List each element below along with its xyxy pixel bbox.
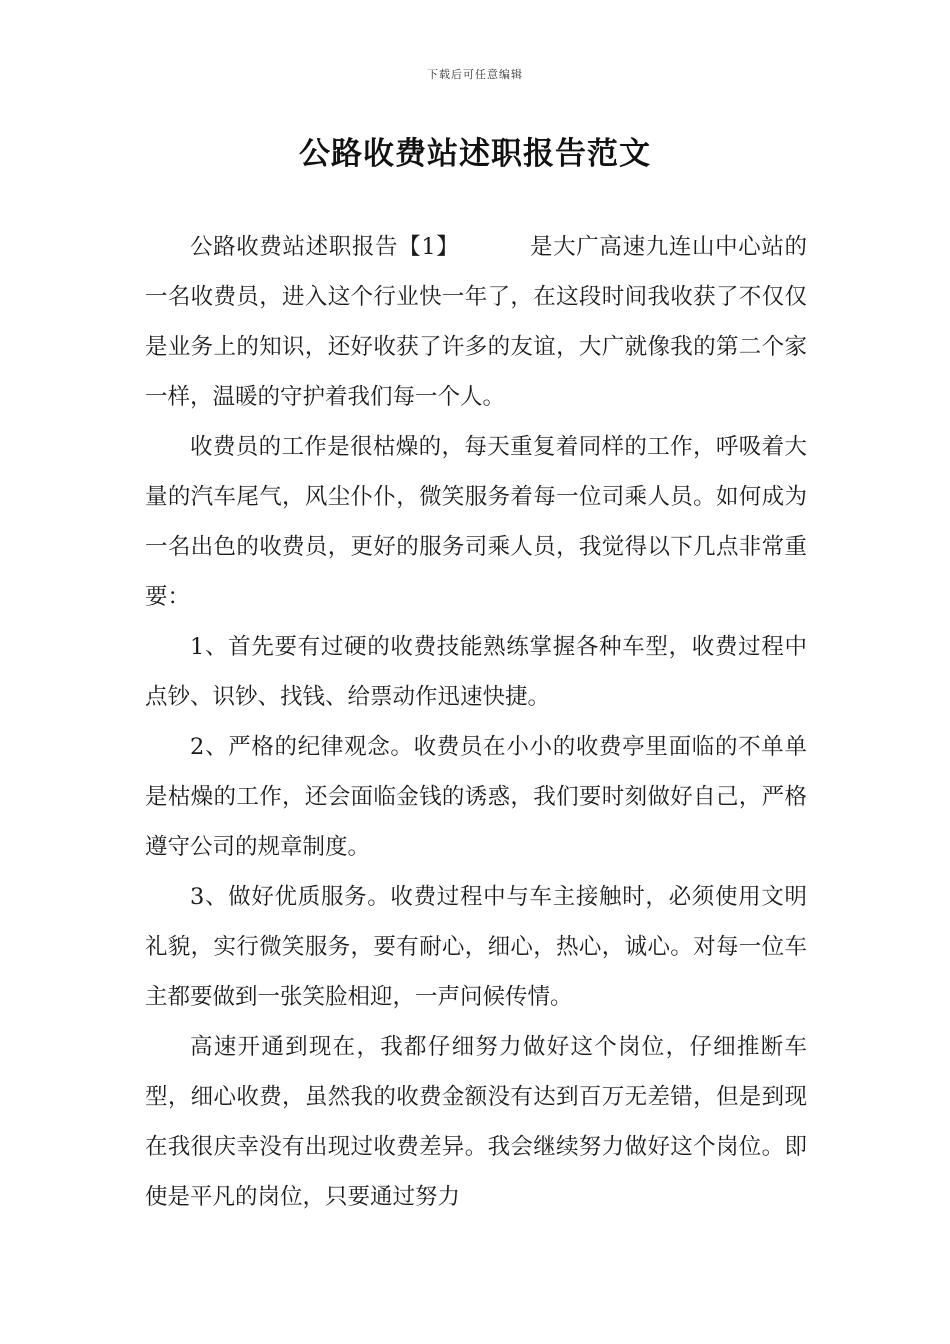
document-title: 公路收费站述职报告范文	[299, 136, 651, 172]
intro-paragraph	[145, 222, 807, 422]
body-paragraph: 3、做好优质服务。收费过程中与车主接触时，必须使用文明礼貌，实行微笑服务，要有耐心，细心，热心，诚心。对每一位车主都要做到一张笑脸相迎，一声问候传情。	[145, 884, 807, 1010]
intro-label: 公路收费站述职报告【1】	[190, 234, 460, 260]
body-paragraph: 收费员的工作是很枯燥的，每天重复着同样的工作，呼吸着大量的汽车尾气，风尘仆仆，微笑服务着每一位司乘人员。如何成为一名出色的收费员，更好的服务司乘人员，我觉得以下几点非常重要：	[145, 434, 807, 610]
body-paragraph: 高速开通到现在，我都仔细努力做好这个岗位，仔细推断车型，细心收费，虽然我的收费金额没有达到百万无差错，但是到现在我很庆幸没有出现过收费差异。我会继续努力做好这个岗位。即使是平凡的岗位，只要通过努力	[145, 1034, 807, 1210]
body-paragraph: 1、首先要有过硬的收费技能熟练掌握各种车型，收费过程中点钞、识钞、找钱、给票动作迅速快捷。	[145, 634, 807, 710]
body-paragraph: 2、严格的纪律观念。收费员在小小的收费亭里面临的不单单是枯燥的工作，还会面临金钱的诱惑，我们要时刻做好自己，严格遵守公司的规章制度。	[145, 734, 807, 860]
document-body	[145, 222, 807, 1222]
header-note: 下载后可任意编辑	[427, 68, 523, 81]
intro-text: 是大广高速九连山中心站的一名收费员，进入这个行业快一年了，在这段时间我收获了不仅仅是业务上的知识，还好收获了许多的友谊，大广就像我的第二个家一样，温暖的守护着我们每一个人。	[145, 234, 807, 410]
